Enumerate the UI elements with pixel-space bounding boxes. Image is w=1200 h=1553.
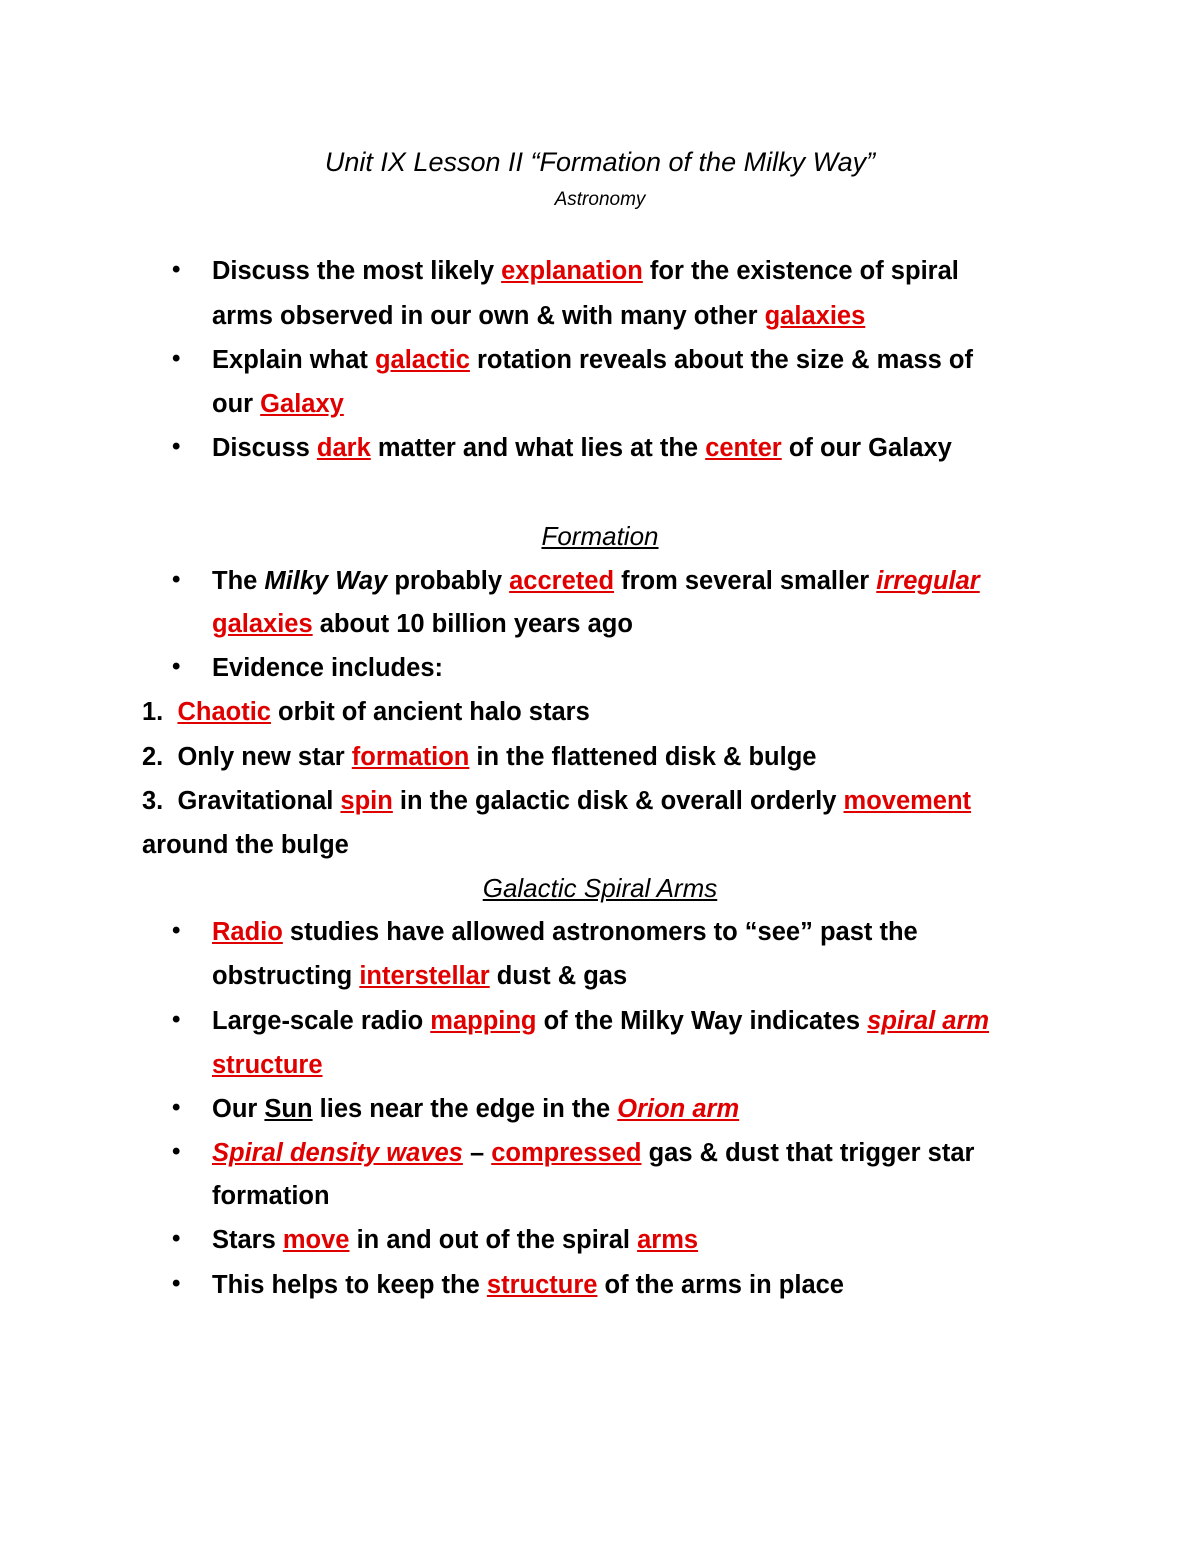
spiral-bullet-3: Our Sun lies near the edge in the Orion arm: [212, 1095, 740, 1123]
keyword: compressed: [491, 1139, 642, 1167]
keyword: Galaxy: [260, 390, 344, 418]
objective-2-line-2: our Galaxy: [212, 390, 344, 418]
keyword: interstellar: [359, 962, 490, 990]
spiral-bullet-4-line-2: formation: [212, 1182, 330, 1210]
page-subtitle: Astronomy: [554, 189, 646, 210]
keyword: Orion arm: [617, 1095, 740, 1123]
keyword: mapping: [430, 1007, 537, 1035]
keyword: accreted: [509, 567, 615, 595]
keyword: explanation: [501, 257, 643, 285]
keyword: formation: [351, 743, 470, 771]
page-title: Unit IX Lesson II “Formation of the Milky Way”: [324, 147, 876, 177]
formation-bullet-1-line-2: galaxies about 10 billion years ago: [212, 610, 633, 638]
keyword: spin: [340, 787, 393, 815]
bullet-dot-icon: •: [172, 1225, 181, 1252]
spiral-bullet-5: Stars move in and out of the spiral arms: [212, 1226, 699, 1254]
keyword: galaxies: [764, 302, 866, 330]
bullet-dot-icon: •: [172, 1270, 181, 1297]
spiral-bullet-6: This helps to keep the structure of the arms in place: [212, 1271, 844, 1299]
spiral-bullet-2-line-2: [212, 1045, 323, 1085]
objective-2-line-1: Explain what galactic rotation reveals about the size & mass of: [212, 346, 973, 374]
spiral-bullet-4-line-1: Spiral density waves – compressed gas & dust that trigger star: [212, 1139, 975, 1167]
formation-bullet-2: Evidence includes:: [212, 654, 443, 682]
bullet-dot-icon: •: [172, 345, 181, 372]
keyword: dark: [316, 434, 371, 462]
objective-3-line-1: Discuss dark matter and what lies at the center of our Galaxy: [212, 434, 952, 462]
spiral-bullet-1-line-2: obstructing interstellar dust & gas: [212, 962, 628, 990]
objective-1-line-2: arms observed in our own & with many other galaxies: [212, 302, 866, 330]
section-heading-spiral-arms: Galactic Spiral Arms: [482, 873, 718, 903]
evidence-item-3-line-1: 3. Gravitational spin in the galactic disk & overall orderly movement: [142, 787, 972, 815]
keyword: galactic: [374, 346, 470, 374]
keyword: Chaotic: [177, 698, 271, 726]
spiral-bullet-1-line-1: Radio studies have allowed astronomers to “see” past the: [212, 918, 918, 946]
keyword: move: [282, 1226, 350, 1254]
keyword: Spiral density waves: [212, 1139, 463, 1167]
bullet-dot-icon: •: [172, 256, 181, 283]
bullet-dot-icon: •: [172, 1006, 181, 1033]
evidence-item-2: 2. Only new star formation in the flattened disk & bulge: [142, 743, 817, 771]
spiral-bullet-2-line-1: Large-scale radio mapping of the Milky Way indicates spiral arm: [212, 1007, 990, 1035]
section-heading-formation: Formation: [541, 521, 659, 551]
keyword: movement: [843, 787, 972, 815]
keyword: Radio: [212, 918, 283, 946]
bullet-dot-icon: •: [172, 1138, 181, 1165]
keyword: center: [705, 434, 782, 462]
bullet-dot-icon: •: [172, 1094, 181, 1121]
keyword: structure: [212, 1051, 323, 1079]
bullet-dot-icon: •: [172, 566, 181, 593]
objective-1-line-1: Discuss the most likely explanation for the existence of spiral: [212, 257, 959, 285]
bullet-dot-icon: •: [172, 433, 181, 460]
keyword: irregular: [876, 567, 980, 595]
keyword: arms: [637, 1226, 699, 1254]
bullet-dot-icon: •: [172, 917, 181, 944]
keyword: structure: [486, 1271, 598, 1299]
bullet-dot-icon: •: [172, 653, 181, 680]
evidence-item-1: 1. Chaotic orbit of ancient halo stars: [142, 698, 590, 726]
evidence-item-3-line-2: around the bulge: [142, 831, 349, 859]
formation-bullet-1-line-1: The Milky Way probably accreted from several smaller irregular: [212, 567, 980, 595]
keyword: galaxies: [212, 610, 313, 638]
keyword: spiral arm: [867, 1007, 990, 1035]
